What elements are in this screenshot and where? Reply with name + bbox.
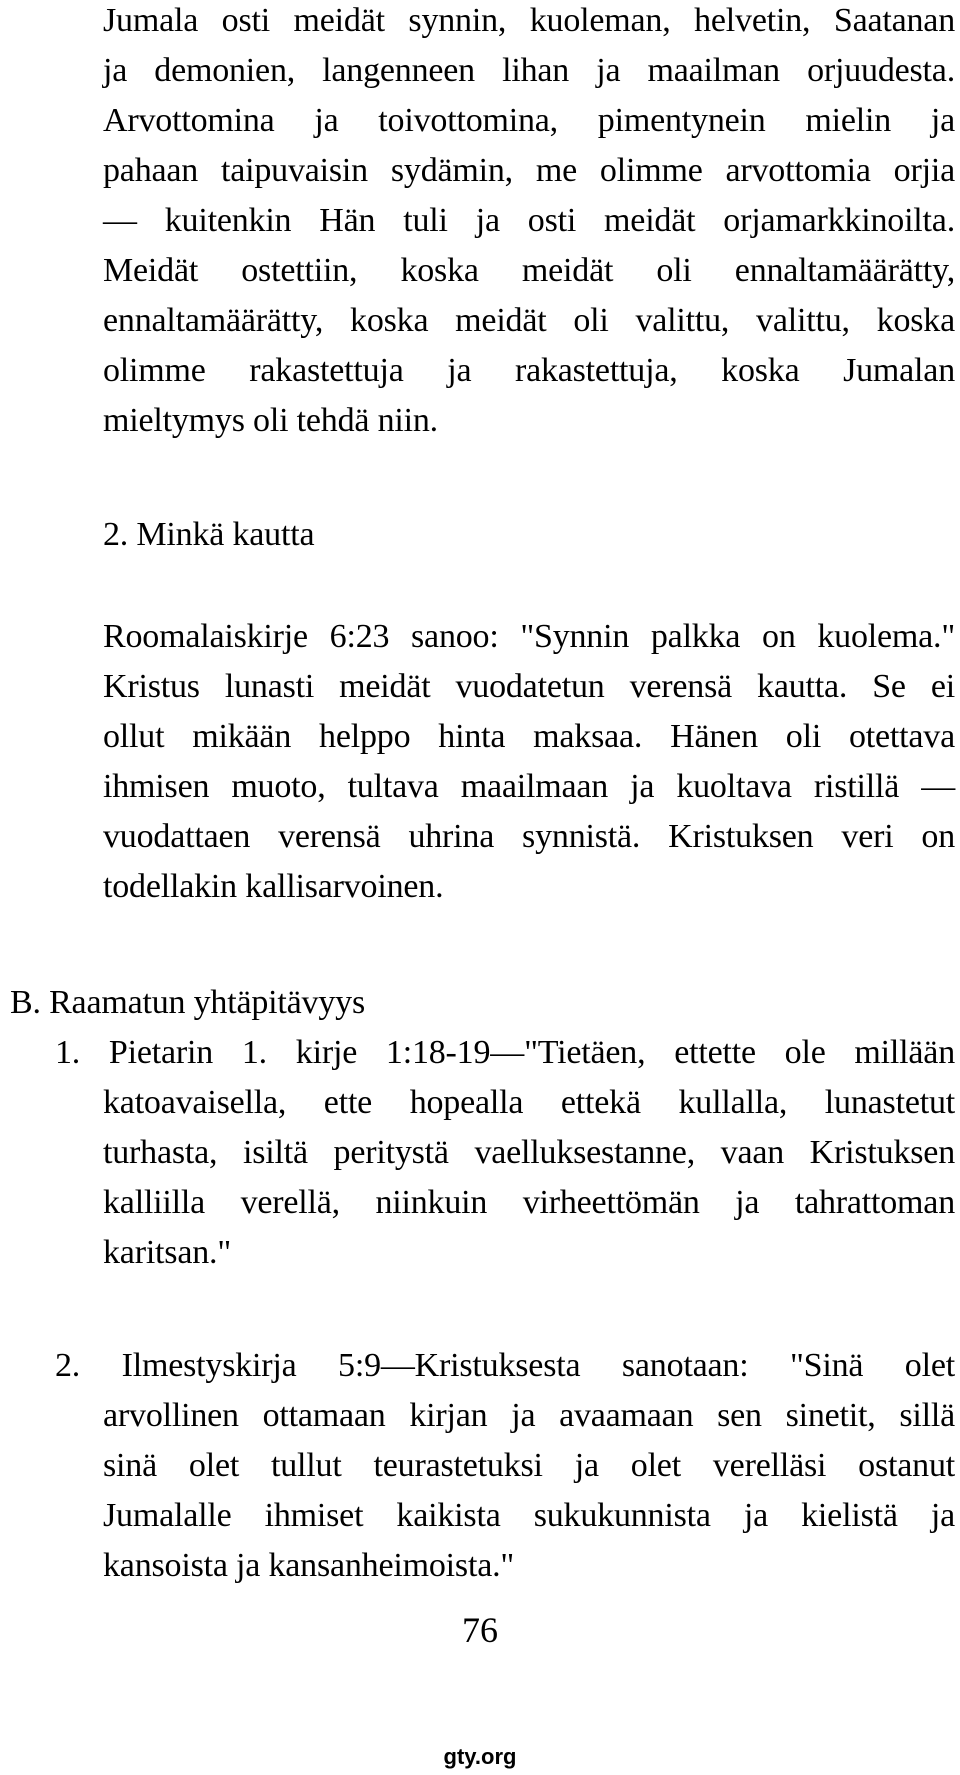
- footer-url: gty.org: [443, 1744, 517, 1769]
- list-item-line: kalliilla verellä, niinkuin virheettömän ja tahrattoman: [103, 1184, 955, 1221]
- text-line: vuodattaen verensä uhrina synnistä. Kristuksen veri on: [103, 818, 955, 855]
- text-line: Jumala osti meidät synnin, kuoleman, helvetin, Saatanan: [103, 2, 955, 39]
- text-line: ja demonien, langenneen lihan ja maailman orjuudesta.: [103, 52, 955, 89]
- text-line: ennaltamäärätty, koska meidät oli valittu, valittu, koska: [103, 302, 955, 339]
- list-item-line: 1. Pietarin 1. kirje 1:18-19—"Tietäen, ettette ole millään: [55, 1034, 955, 1071]
- list-item-line: 2. Ilmestyskirja 5:9—Kristuksesta sanotaan: "Sinä olet: [55, 1347, 955, 1384]
- text-line: — kuitenkin Hän tuli ja osti meidät orjamarkkinoilta.: [103, 202, 955, 239]
- text-line: Roomalaiskirje 6:23 sanoo: "Synnin palkka on kuolema.": [103, 618, 955, 655]
- list-item-line: sinä olet tullut teurastetuksi ja olet verelläsi ostanut: [103, 1447, 955, 1484]
- page-number: 76: [462, 1610, 498, 1650]
- text-line: mieltymys oli tehdä niin.: [103, 402, 438, 439]
- text-line: pahaan taipuvaisin sydämin, me olimme arvottomia orjia: [103, 152, 955, 189]
- text-line: Kristus lunasti meidät vuodatetun verensä kautta. Se ei: [103, 668, 955, 705]
- text-line: todellakin kallisarvoinen.: [103, 868, 444, 905]
- text-line: ihmisen muoto, tultava maailmaan ja kuoltava ristillä —: [103, 768, 955, 805]
- text-line: Meidät ostettiin, koska meidät oli ennaltamäärätty,: [103, 252, 955, 289]
- list-item-line: turhasta, isiltä peritystä vaelluksestanne, vaan Kristuksen: [103, 1134, 955, 1171]
- text-line: ollut mikään helppo hinta maksaa. Hänen oli otettava: [103, 718, 955, 755]
- list-item-line: karitsan.": [103, 1234, 232, 1271]
- list-item-line: kansoista ja kansanheimoista.": [103, 1547, 515, 1584]
- text-line: Arvottomina ja toivottomina, pimentynein mielin ja: [103, 102, 955, 139]
- list-item-line: arvollinen ottamaan kirjan ja avaamaan sen sinetit, sillä: [103, 1397, 955, 1434]
- text-line: olimme rakastettuja ja rakastettuja, koska Jumalan: [103, 352, 955, 389]
- list-item-line: katoavaisella, ette hopealla ettekä kullalla, lunastetut: [103, 1084, 955, 1121]
- list-item-line: Jumalalle ihmiset kaikista sukukunnista ja kielistä ja: [103, 1497, 955, 1534]
- section-heading: 2. Minkä kautta: [103, 516, 315, 553]
- section-heading: B. Raamatun yhtäpitävyys: [10, 984, 365, 1021]
